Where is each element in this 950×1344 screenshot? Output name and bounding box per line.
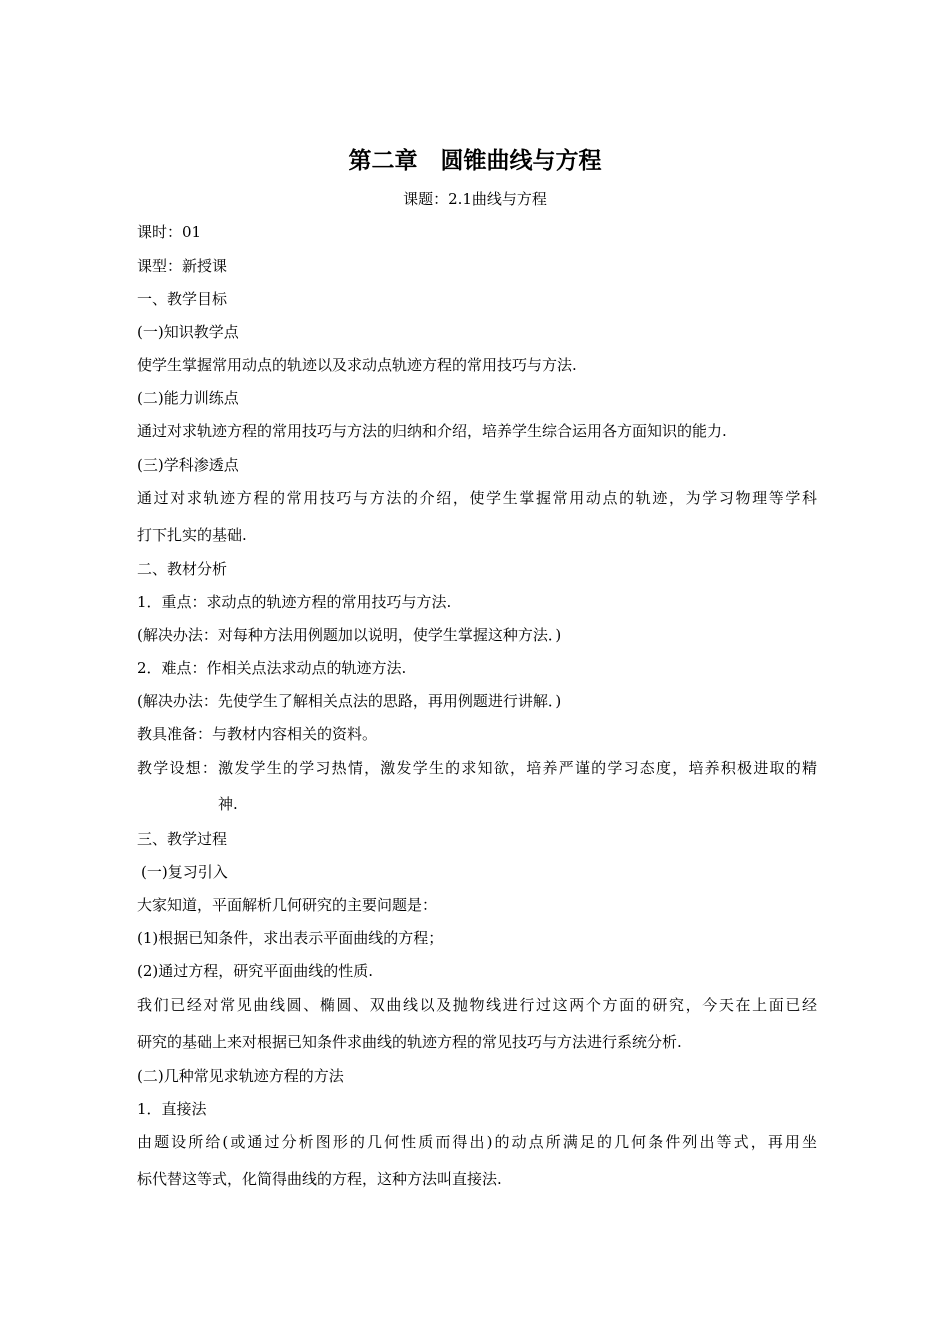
method-heading: 1．直接法 xyxy=(137,1100,207,1118)
teaching-idea-continued: 神. xyxy=(218,795,238,813)
class-hour: 课时：01 xyxy=(137,223,202,241)
teaching-idea: 教学设想：激发学生的学习热情，激发学生的求知欲，培养严谨的学习态度，培养积极进取的精 xyxy=(137,759,817,777)
paragraph-line: 大家知道，平面解析几何研究的主要问题是： xyxy=(137,896,438,914)
subsection-heading: (二)能力训练点 xyxy=(137,389,239,407)
solution-note: (解决办法：先使学生了解相关点法的思路，再用例题进行讲解．) xyxy=(137,692,562,710)
class-type: 课型：新授课 xyxy=(137,257,228,275)
paragraph-line: 通过对求轨迹方程的常用技巧与方法的归纳和介绍，培养学生综合运用各方面知识的能力. xyxy=(137,422,727,440)
solution-note: (解决办法：对每种方法用例题加以说明，使学生掌握这种方法．) xyxy=(137,626,562,644)
paragraph-line: 使学生掌握常用动点的轨迹以及求动点轨迹方程的常用技巧与方法. xyxy=(137,356,577,374)
subsection-heading: (三)学科渗透点 xyxy=(137,456,239,474)
paragraph-line: 通过对求轨迹方程的常用技巧与方法的介绍，使学生掌握常用动点的轨迹，为学习物理等学科 xyxy=(137,489,817,507)
teaching-aids: 教具准备：与教材内容相关的资料。 xyxy=(137,725,378,743)
difficult-point: 2．难点：作相关点法求动点的轨迹方法. xyxy=(137,659,407,677)
list-item: (1)根据已知条件，求出表示平面曲线的方程； xyxy=(137,929,444,947)
key-point: 1．重点：求动点的轨迹方程的常用技巧与方法. xyxy=(137,593,452,611)
subsection-heading: (二)几种常见求轨迹方程的方法 xyxy=(137,1067,344,1085)
subsection-heading: (一)知识教学点 xyxy=(137,323,239,341)
paragraph-line: 研究的基础上来对根据已知条件求曲线的轨迹方程的常见技巧与方法进行系统分析. xyxy=(137,1033,682,1051)
paragraph-line: 打下扎实的基础. xyxy=(137,526,247,544)
lesson-subtitle: 课题：2.1曲线与方程 xyxy=(403,190,547,208)
section-heading: 三、教学过程 xyxy=(137,830,228,848)
paragraph-line: 由题设所给(或通过分析图形的几何性质而得出)的动点所满足的几何条件列出等式，再用坐 xyxy=(137,1133,817,1151)
paragraph-line: 标代替这等式，化简得曲线的方程，这种方法叫直接法. xyxy=(137,1170,502,1188)
list-item: (2)通过方程，研究平面曲线的性质. xyxy=(137,962,374,980)
chapter-title: 第二章 圆锥曲线与方程 xyxy=(348,148,602,174)
section-heading: 一、教学目标 xyxy=(137,290,228,308)
paragraph-line: 我们已经对常见曲线圆、椭圆、双曲线以及抛物线进行过这两个方面的研究，今天在上面已经 xyxy=(137,996,817,1014)
subsection-heading: (一)复习引入 xyxy=(141,863,228,881)
section-heading: 二、教材分析 xyxy=(137,560,228,578)
